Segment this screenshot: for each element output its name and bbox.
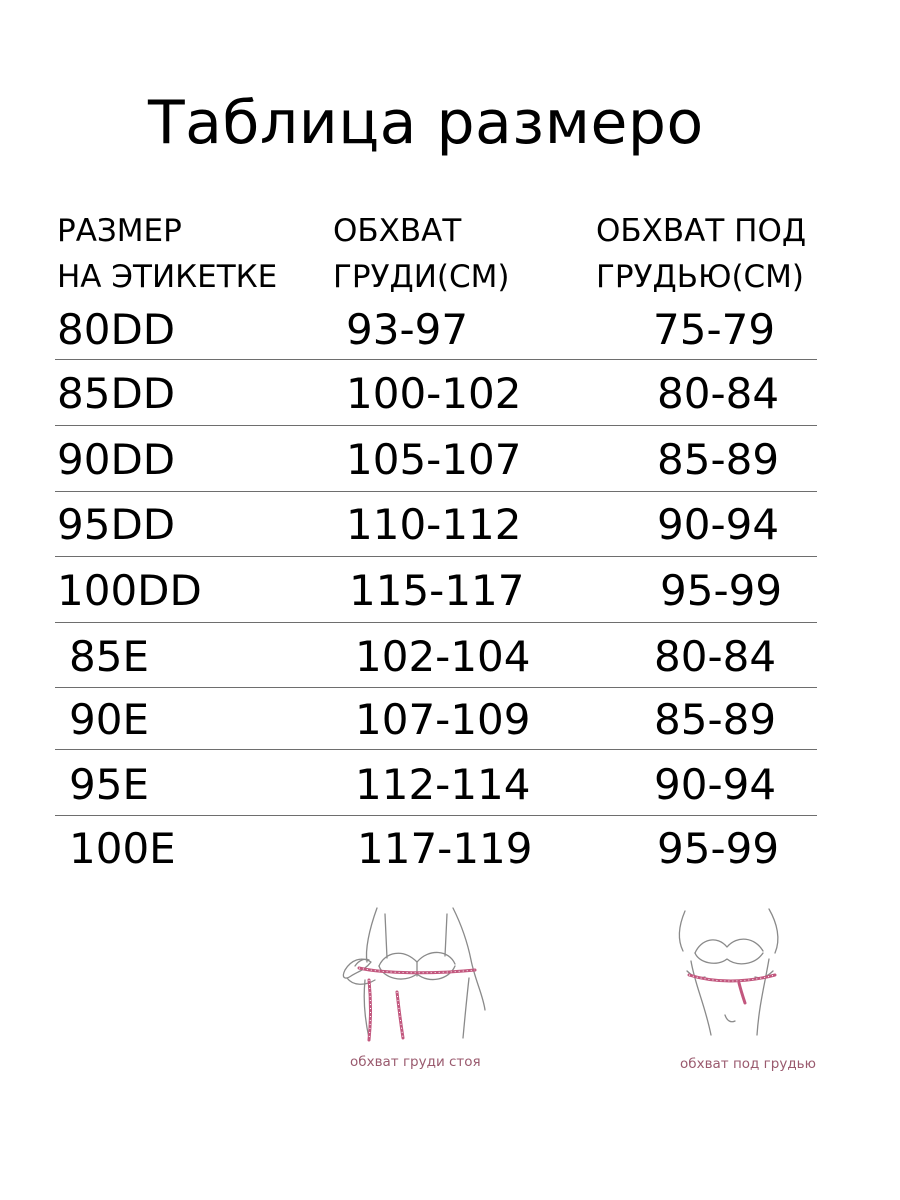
size-cell: 90DD [57, 435, 176, 484]
size-cell: 85DD [57, 369, 176, 418]
underbust-cell: 75-79 [653, 305, 776, 354]
size-cell: 90E [69, 695, 149, 744]
size-cell: 80DD [57, 305, 176, 354]
table-row [0, 819, 900, 885]
bust-cell: 107-109 [355, 695, 531, 744]
row-divider [55, 687, 817, 688]
underbust-cell: 85-89 [654, 695, 777, 744]
bust-cell: 115-117 [349, 566, 525, 615]
underbust-cell: 80-84 [657, 369, 780, 418]
size-cell: 85E [69, 632, 149, 681]
header-underbust [596, 208, 806, 300]
underbust-cell: 90-94 [657, 500, 780, 549]
row-divider [55, 556, 817, 557]
size-cell: 95DD [57, 500, 176, 549]
header-underbust-line2: ГРУДЬЮ(СМ) [596, 259, 805, 295]
underbust-cell: 85-89 [657, 435, 780, 484]
page-title: Таблица размеро [148, 88, 704, 158]
underbust-caption: обхват под грудью [680, 1056, 816, 1072]
bust-cell: 102-104 [355, 632, 531, 681]
row-divider [55, 359, 817, 360]
table-row [0, 364, 900, 430]
bust-cell: 105-107 [346, 435, 522, 484]
table-row [0, 495, 900, 561]
underbust-cell: 95-99 [657, 824, 780, 873]
size-cell: 100DD [57, 566, 202, 615]
bust-cell: 93-97 [346, 305, 469, 354]
table-row [0, 755, 900, 821]
bust-cell: 100-102 [346, 369, 522, 418]
underbust-cell: 90-94 [654, 760, 777, 809]
header-bust [333, 208, 509, 300]
table-row [0, 300, 900, 366]
bust-cell: 112-114 [355, 760, 531, 809]
header-bust-line1: ОБХВАТ [333, 213, 462, 249]
bust-cell: 110-112 [346, 500, 522, 549]
header-size [57, 208, 277, 300]
row-divider [55, 491, 817, 492]
bust-caption: обхват груди стоя [350, 1054, 481, 1070]
size-cell: 100E [69, 824, 176, 873]
header-underbust-line1: ОБХВАТ ПОД [596, 213, 807, 249]
underbust-measure-illustration [665, 905, 815, 1050]
header-size-line1: РАЗМЕР [57, 213, 182, 249]
header-size-line2: НА ЭТИКЕТКЕ [57, 259, 278, 295]
size-cell: 95E [69, 760, 149, 809]
header-bust-line2: ГРУДИ(СМ) [333, 259, 510, 295]
bust-cell: 117-119 [357, 824, 533, 873]
table-row [0, 561, 900, 627]
bust-measure-illustration [325, 900, 500, 1050]
underbust-cell: 95-99 [660, 566, 783, 615]
table-row [0, 627, 900, 693]
row-divider [55, 425, 817, 426]
table-row [0, 690, 900, 756]
row-divider [55, 749, 817, 750]
row-divider [55, 815, 817, 816]
table-row [0, 430, 900, 496]
underbust-cell: 80-84 [654, 632, 777, 681]
row-divider [55, 622, 817, 623]
